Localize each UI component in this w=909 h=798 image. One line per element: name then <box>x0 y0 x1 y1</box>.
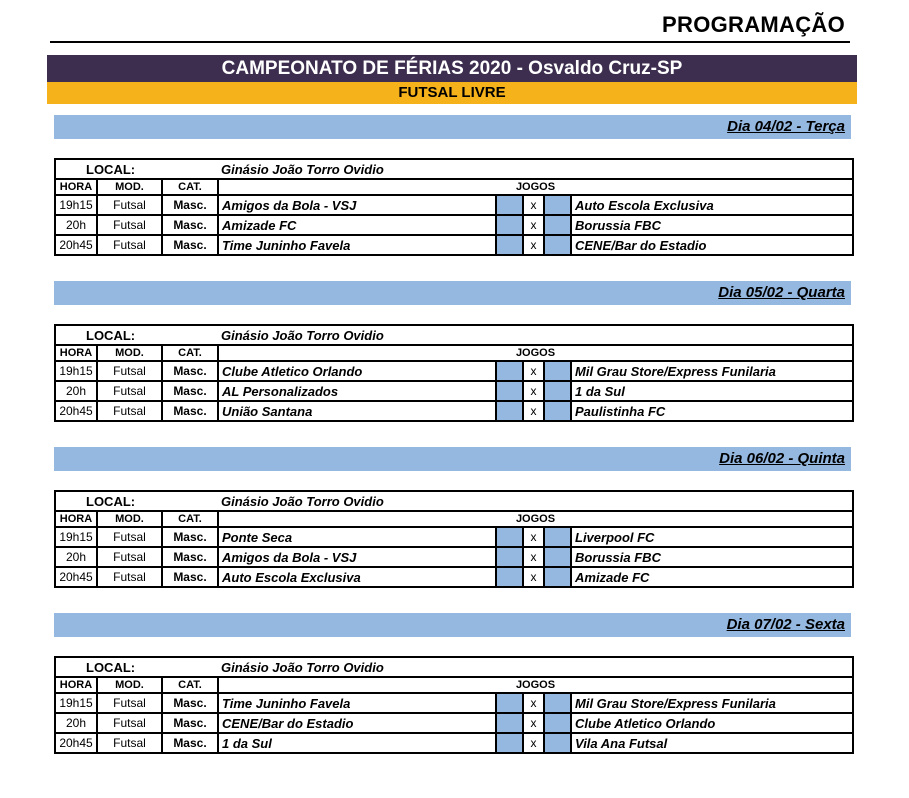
game-time: 19h15 <box>55 527 97 547</box>
game-category: Masc. <box>162 235 218 255</box>
away-team: Amizade FC <box>571 567 853 587</box>
col-cat-header: CAT. <box>162 345 218 361</box>
local-label: LOCAL: <box>55 491 218 511</box>
schedule-table <box>54 656 854 754</box>
day-header-bar <box>54 115 851 139</box>
local-value: Ginásio João Torro Ovidio <box>218 159 853 179</box>
game-modality: Futsal <box>97 547 162 567</box>
game-modality: Futsal <box>97 215 162 235</box>
game-category: Masc. <box>162 527 218 547</box>
local-value: Ginásio João Torro Ovidio <box>218 491 853 511</box>
away-team: Auto Escola Exclusiva <box>571 195 853 215</box>
away-score-cell <box>544 693 571 713</box>
away-team: Liverpool FC <box>571 527 853 547</box>
away-team: Mil Grau Store/Express Funilaria <box>571 693 853 713</box>
away-score-cell <box>544 733 571 753</box>
versus-mark: x <box>523 567 544 587</box>
game-time: 19h15 <box>55 361 97 381</box>
home-score-cell <box>496 195 523 215</box>
game-modality: Futsal <box>97 235 162 255</box>
home-team: Amigos da Bola - VSJ <box>218 195 496 215</box>
home-team: Ponte Seca <box>218 527 496 547</box>
versus-mark: x <box>523 381 544 401</box>
col-hora-header: HORA <box>55 511 97 527</box>
away-score-cell <box>544 215 571 235</box>
game-modality: Futsal <box>97 567 162 587</box>
home-score-cell <box>496 215 523 235</box>
game-time: 20h45 <box>55 733 97 753</box>
home-team: Amigos da Bola - VSJ <box>218 547 496 567</box>
col-jogos-header: JOGOS <box>218 511 853 527</box>
game-row <box>55 401 853 421</box>
game-time: 20h <box>55 547 97 567</box>
game-category: Masc. <box>162 547 218 567</box>
versus-mark: x <box>523 547 544 567</box>
home-score-cell <box>496 567 523 587</box>
col-mod-header: MOD. <box>97 511 162 527</box>
versus-mark: x <box>523 527 544 547</box>
day-label: Dia 04/02 - Terça <box>727 118 845 135</box>
away-team: Borussia FBC <box>571 547 853 567</box>
local-value: Ginásio João Torro Ovidio <box>218 325 853 345</box>
championship-title: CAMPEONATO DE FÉRIAS 2020 - Osvaldo Cruz-SP <box>47 55 857 82</box>
game-row <box>55 527 853 547</box>
game-category: Masc. <box>162 401 218 421</box>
game-time: 19h15 <box>55 195 97 215</box>
game-category: Masc. <box>162 381 218 401</box>
versus-mark: x <box>523 401 544 421</box>
versus-mark: x <box>523 713 544 733</box>
away-team: Clube Atletico Orlando <box>571 713 853 733</box>
game-category: Masc. <box>162 713 218 733</box>
local-label: LOCAL: <box>55 325 218 345</box>
page-title: PROGRAMAÇÃO <box>662 12 845 37</box>
header-row <box>55 677 853 693</box>
away-score-cell <box>544 547 571 567</box>
col-mod-header: MOD. <box>97 179 162 195</box>
game-time: 20h45 <box>55 567 97 587</box>
game-row <box>55 567 853 587</box>
local-label: LOCAL: <box>55 657 218 677</box>
away-score-cell <box>544 567 571 587</box>
away-team: Borussia FBC <box>571 215 853 235</box>
away-team: Paulistinha FC <box>571 401 853 421</box>
versus-mark: x <box>523 235 544 255</box>
versus-mark: x <box>523 733 544 753</box>
away-score-cell <box>544 527 571 547</box>
game-category: Masc. <box>162 215 218 235</box>
game-row <box>55 547 853 567</box>
game-modality: Futsal <box>97 401 162 421</box>
game-category: Masc. <box>162 733 218 753</box>
away-team: 1 da Sul <box>571 381 853 401</box>
day-section <box>0 281 909 431</box>
game-modality: Futsal <box>97 733 162 753</box>
local-row <box>55 657 853 677</box>
home-score-cell <box>496 401 523 421</box>
away-team: CENE/Bar do Estadio <box>571 235 853 255</box>
day-header-bar <box>54 613 851 637</box>
game-row <box>55 361 853 381</box>
day-section <box>0 115 909 265</box>
away-score-cell <box>544 361 571 381</box>
col-jogos-header: JOGOS <box>218 345 853 361</box>
home-score-cell <box>496 693 523 713</box>
home-score-cell <box>496 235 523 255</box>
game-row <box>55 693 853 713</box>
game-modality: Futsal <box>97 195 162 215</box>
day-section <box>0 613 909 763</box>
away-score-cell <box>544 401 571 421</box>
home-team: CENE/Bar do Estadio <box>218 713 496 733</box>
game-modality: Futsal <box>97 713 162 733</box>
header-row <box>55 511 853 527</box>
home-team: Time Juninho Favela <box>218 693 496 713</box>
game-category: Masc. <box>162 693 218 713</box>
home-team: Time Juninho Favela <box>218 235 496 255</box>
category-title: FUTSAL LIVRE <box>47 82 857 104</box>
col-jogos-header: JOGOS <box>218 179 853 195</box>
game-time: 20h <box>55 713 97 733</box>
game-row <box>55 235 853 255</box>
col-hora-header: HORA <box>55 179 97 195</box>
col-cat-header: CAT. <box>162 511 218 527</box>
away-score-cell <box>544 713 571 733</box>
schedule-table <box>54 158 854 256</box>
home-team: Amizade FC <box>218 215 496 235</box>
col-jogos-header: JOGOS <box>218 677 853 693</box>
local-row <box>55 325 853 345</box>
local-label: LOCAL: <box>55 159 218 179</box>
versus-mark: x <box>523 195 544 215</box>
day-label: Dia 07/02 - Sexta <box>726 616 845 633</box>
day-header-bar <box>54 447 851 471</box>
home-score-cell <box>496 733 523 753</box>
game-row <box>55 733 853 753</box>
col-cat-header: CAT. <box>162 677 218 693</box>
header-row <box>55 179 853 195</box>
away-team: Vila Ana Futsal <box>571 733 853 753</box>
home-score-cell <box>496 713 523 733</box>
col-mod-header: MOD. <box>97 677 162 693</box>
col-hora-header: HORA <box>55 677 97 693</box>
away-score-cell <box>544 235 571 255</box>
game-time: 19h15 <box>55 693 97 713</box>
home-team: AL Personalizados <box>218 381 496 401</box>
day-label: Dia 06/02 - Quinta <box>719 450 845 467</box>
versus-mark: x <box>523 361 544 381</box>
game-row <box>55 195 853 215</box>
col-mod-header: MOD. <box>97 345 162 361</box>
game-modality: Futsal <box>97 693 162 713</box>
home-score-cell <box>496 527 523 547</box>
game-time: 20h <box>55 381 97 401</box>
home-team: União Santana <box>218 401 496 421</box>
title-divider <box>50 41 850 43</box>
away-score-cell <box>544 381 571 401</box>
col-cat-header: CAT. <box>162 179 218 195</box>
game-modality: Futsal <box>97 381 162 401</box>
versus-mark: x <box>523 215 544 235</box>
day-section <box>0 447 909 597</box>
game-category: Masc. <box>162 567 218 587</box>
home-score-cell <box>496 547 523 567</box>
game-modality: Futsal <box>97 361 162 381</box>
game-row <box>55 381 853 401</box>
home-team: Auto Escola Exclusiva <box>218 567 496 587</box>
home-score-cell <box>496 361 523 381</box>
header-row <box>55 345 853 361</box>
local-value: Ginásio João Torro Ovidio <box>218 657 853 677</box>
game-time: 20h45 <box>55 401 97 421</box>
versus-mark: x <box>523 693 544 713</box>
home-score-cell <box>496 381 523 401</box>
day-header-bar <box>54 281 851 305</box>
game-category: Masc. <box>162 195 218 215</box>
local-row <box>55 159 853 179</box>
home-team: 1 da Sul <box>218 733 496 753</box>
schedule-table <box>54 324 854 422</box>
game-row <box>55 215 853 235</box>
col-hora-header: HORA <box>55 345 97 361</box>
away-team: Mil Grau Store/Express Funilaria <box>571 361 853 381</box>
game-row <box>55 713 853 733</box>
home-team: Clube Atletico Orlando <box>218 361 496 381</box>
game-time: 20h45 <box>55 235 97 255</box>
game-modality: Futsal <box>97 527 162 547</box>
game-time: 20h <box>55 215 97 235</box>
day-label: Dia 05/02 - Quarta <box>718 284 845 301</box>
schedule-table <box>54 490 854 588</box>
local-row <box>55 491 853 511</box>
game-category: Masc. <box>162 361 218 381</box>
away-score-cell <box>544 195 571 215</box>
